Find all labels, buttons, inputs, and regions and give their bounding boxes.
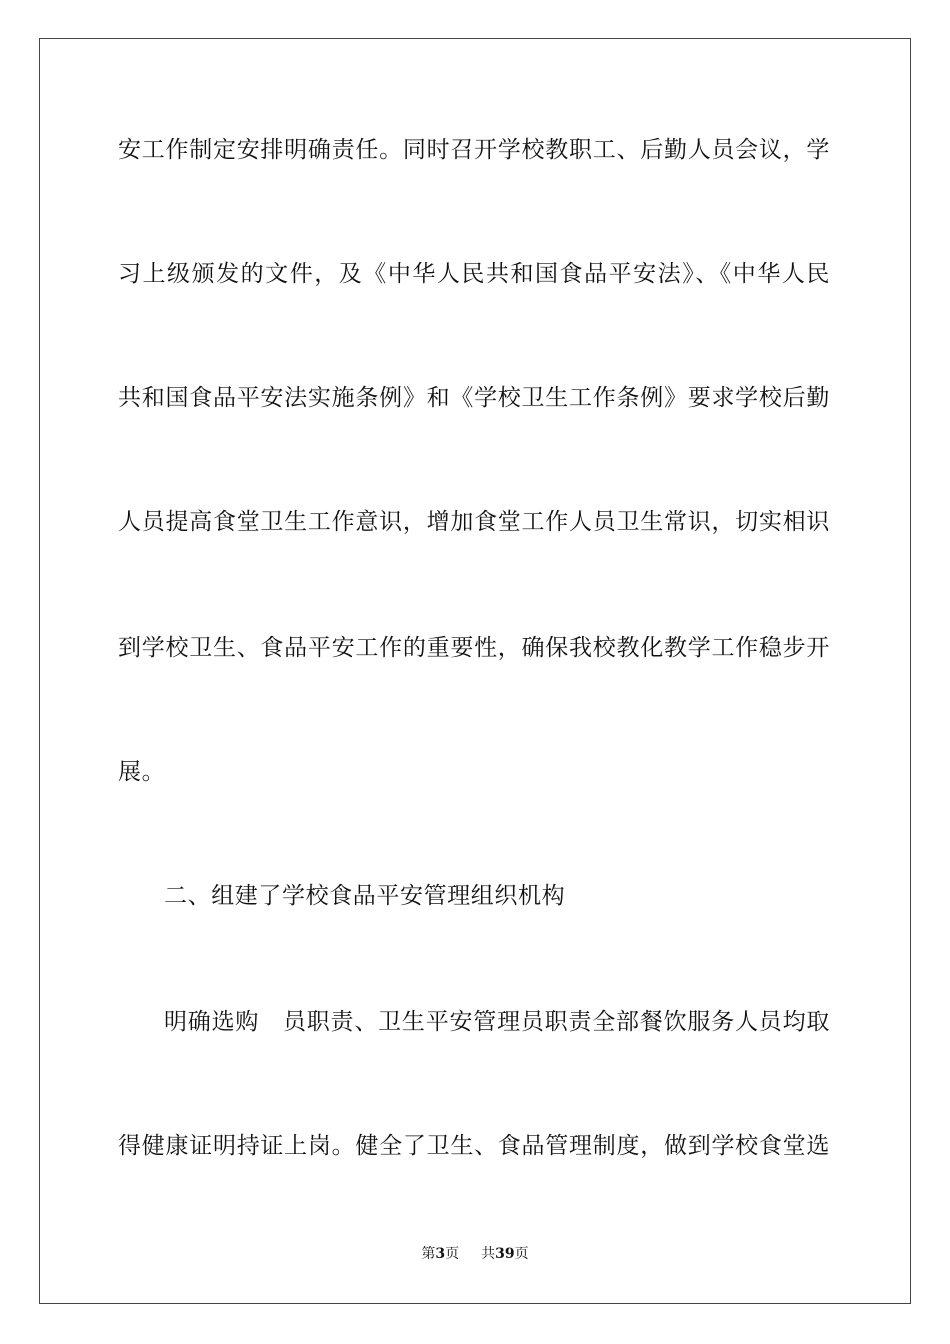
body-line-2: 习上级颁发的文件，及《中华人民共和国食品平安法》、《中华人民 bbox=[118, 261, 830, 287]
para2-line-2: 得健康证明持证上岗。健全了卫生、食品管理制度，做到学校食堂选 bbox=[118, 1133, 830, 1159]
total-prefix: 共 bbox=[481, 1246, 496, 1262]
page-footer bbox=[0, 1244, 950, 1264]
body-line-3: 共和国食品平安法实施条例》和《学校卫生工作条例》要求学校后勤 bbox=[118, 385, 830, 411]
para2-line-1: 明确选购 员职责、卫生平安管理员职责全部餐饮服务人员均取 bbox=[164, 1009, 830, 1035]
body-line-4: 人员提高食堂卫生工作意识，增加食堂工作人员卫生常识，切实相识 bbox=[118, 509, 830, 535]
page-label-prefix: 第 bbox=[421, 1246, 436, 1262]
page-number: 3 bbox=[435, 1246, 446, 1262]
total-pages: 39 bbox=[495, 1246, 515, 1262]
body-line-1: 安工作制定安排明确责任。同时召开学校教职工、后勤人员会议，学 bbox=[118, 137, 830, 163]
body-line-5: 到学校卫生、食品平安工作的重要性，确保我校教化教学工作稳步开 bbox=[118, 635, 830, 661]
page-border bbox=[39, 38, 911, 1304]
section-heading: 二、组建了学校食品平安管理组织机构 bbox=[164, 883, 566, 909]
total-suffix: 页 bbox=[514, 1246, 529, 1262]
page-label-suffix: 页 bbox=[445, 1246, 460, 1262]
body-line-6: 展。 bbox=[118, 759, 166, 785]
